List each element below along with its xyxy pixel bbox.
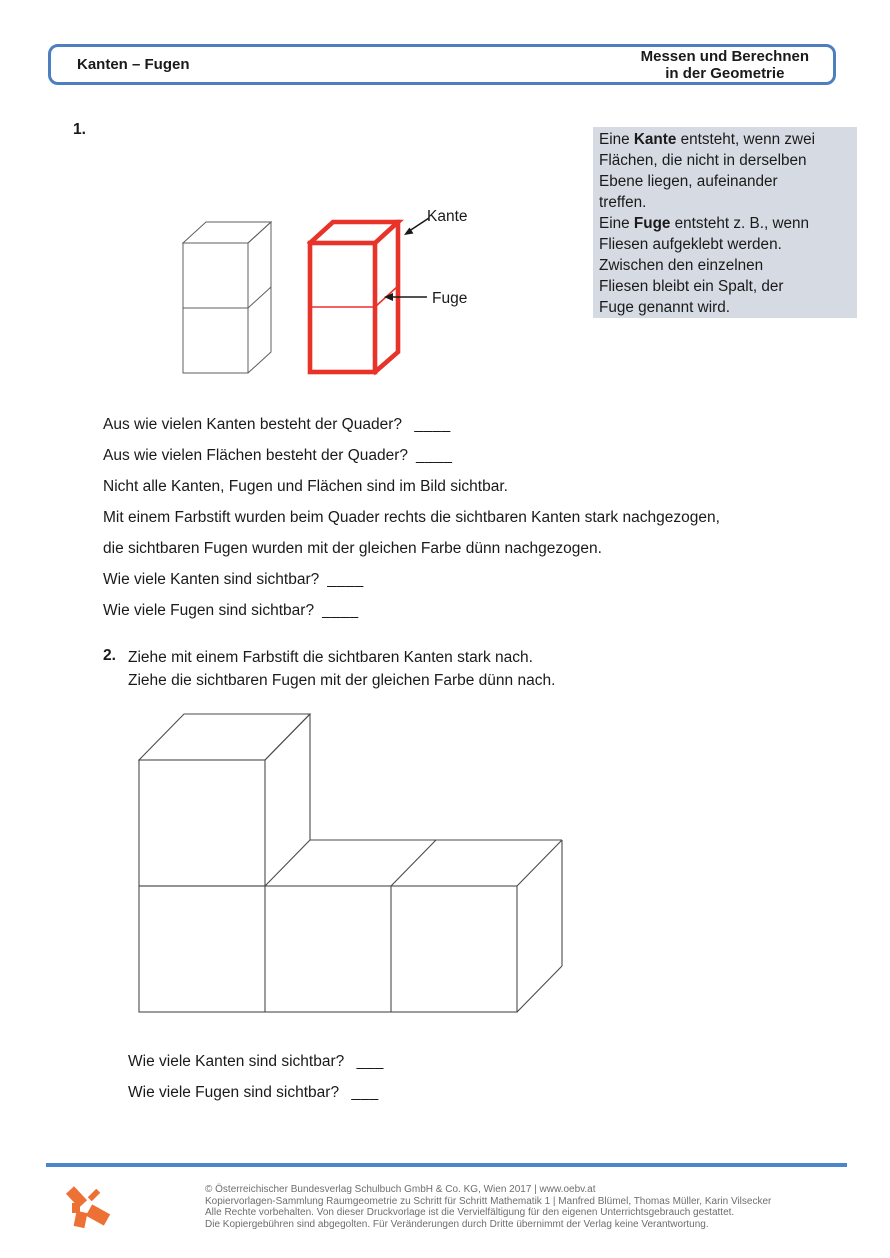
info-line: Fliesen aufgeklebt werden. bbox=[599, 236, 782, 253]
info-line: Fuge genannt wird. bbox=[599, 299, 730, 316]
task2-questions bbox=[128, 1046, 384, 1108]
cuboid-plain bbox=[183, 222, 271, 373]
task2-number: 2. bbox=[103, 647, 116, 664]
course-title-line1: Messen und Berechnen bbox=[640, 47, 809, 65]
question-line: Wie viele Kanten sind sichtbar? ____ bbox=[103, 571, 364, 588]
info-line: treffen. bbox=[599, 194, 647, 211]
answer-blank: ___ bbox=[351, 1084, 379, 1101]
highlighted-fugen bbox=[310, 286, 398, 307]
task1-questions bbox=[103, 409, 720, 626]
task2-instructions bbox=[128, 647, 555, 692]
footer-divider bbox=[46, 1163, 847, 1167]
info-line: Fliesen bleibt ein Spalt, der bbox=[599, 278, 784, 295]
instruction-line: Ziehe mit einem Farbstift die sichtbaren Kanten stark nach. bbox=[128, 649, 533, 666]
oebv-logo-icon bbox=[58, 1181, 114, 1233]
question-line: Wie viele Kanten sind sichtbar? ___ bbox=[128, 1053, 384, 1070]
answer-blank: ____ bbox=[327, 571, 364, 588]
answer-blank: ____ bbox=[416, 447, 453, 464]
info-line: Eine Kante entsteht, wenn zwei bbox=[599, 131, 815, 148]
kante-label: Kante bbox=[427, 208, 468, 225]
page-title: Kanten – Fugen bbox=[77, 56, 190, 73]
question-line: Wie viele Fugen sind sichtbar? ___ bbox=[128, 1084, 379, 1101]
answer-blank: ___ bbox=[356, 1053, 384, 1070]
info-line: Ebene liegen, aufeinander bbox=[599, 173, 778, 190]
footer-line: Kopiervorlagen-Sammlung Raumgeometrie zu Schritt für Schritt Mathematik 1 | Manfred Blümel, Thomas Müller, Karin Vilsecker bbox=[205, 1195, 772, 1207]
footer-line: © Österreichischer Bundesverlag Schulbuch GmbH & Co. KG, Wien 2017 | www.oebv.at bbox=[205, 1184, 596, 1195]
cube-arrangement-figure bbox=[132, 706, 574, 1018]
info-box bbox=[593, 127, 857, 318]
fuge-arrow-icon bbox=[384, 293, 427, 301]
footer-line: Alle Rechte vorbehalten. Von dieser Druckvorlage ist die Vervielfältigung für den eigenen Unterrichtsgebrauch gestattet. bbox=[205, 1207, 735, 1218]
cube-arrangement-lines bbox=[139, 714, 562, 1012]
question-line: Mit einem Farbstift wurden beim Quader rechts die sichtbaren Kanten stark nachgezogen, bbox=[103, 509, 720, 526]
question-line: Aus wie vielen Flächen besteht der Quader? ____ bbox=[103, 447, 453, 464]
info-line: Flächen, die nicht in derselben bbox=[599, 152, 807, 169]
course-title-line2: in der Geometrie bbox=[665, 64, 785, 82]
info-line: Zwischen den einzelnen bbox=[599, 257, 764, 274]
question-line: Wie viele Fugen sind sichtbar? ____ bbox=[103, 602, 359, 619]
kante-arrow-icon bbox=[404, 218, 429, 235]
cuboid-figure bbox=[140, 195, 485, 400]
question-line: Nicht alle Kanten, Fugen und Flächen sind im Bild sichtbar. bbox=[103, 478, 508, 495]
answer-blank: ____ bbox=[414, 416, 451, 433]
fuge-label: Fuge bbox=[432, 290, 468, 307]
instruction-line: Ziehe die sichtbaren Fugen mit der gleichen Farbe dünn nach. bbox=[128, 671, 556, 689]
question-line: Aus wie vielen Kanten besteht der Quader? ____ bbox=[103, 416, 451, 433]
question-line: die sichtbaren Fugen wurden mit der gleichen Farbe dünn nachgezogen. bbox=[103, 540, 602, 557]
task1-number: 1. bbox=[73, 121, 86, 138]
footer-text bbox=[205, 1184, 771, 1230]
answer-blank: ____ bbox=[322, 602, 359, 619]
info-line: Eine Fuge entsteht z. B., wenn bbox=[599, 215, 810, 232]
header-box bbox=[48, 44, 836, 85]
footer-line: Die Kopiergebühren sind abgegolten. Für Veränderungen durch Dritte übernimmt der Verlag keine Verantwortung. bbox=[205, 1218, 709, 1230]
course-title bbox=[641, 48, 809, 82]
